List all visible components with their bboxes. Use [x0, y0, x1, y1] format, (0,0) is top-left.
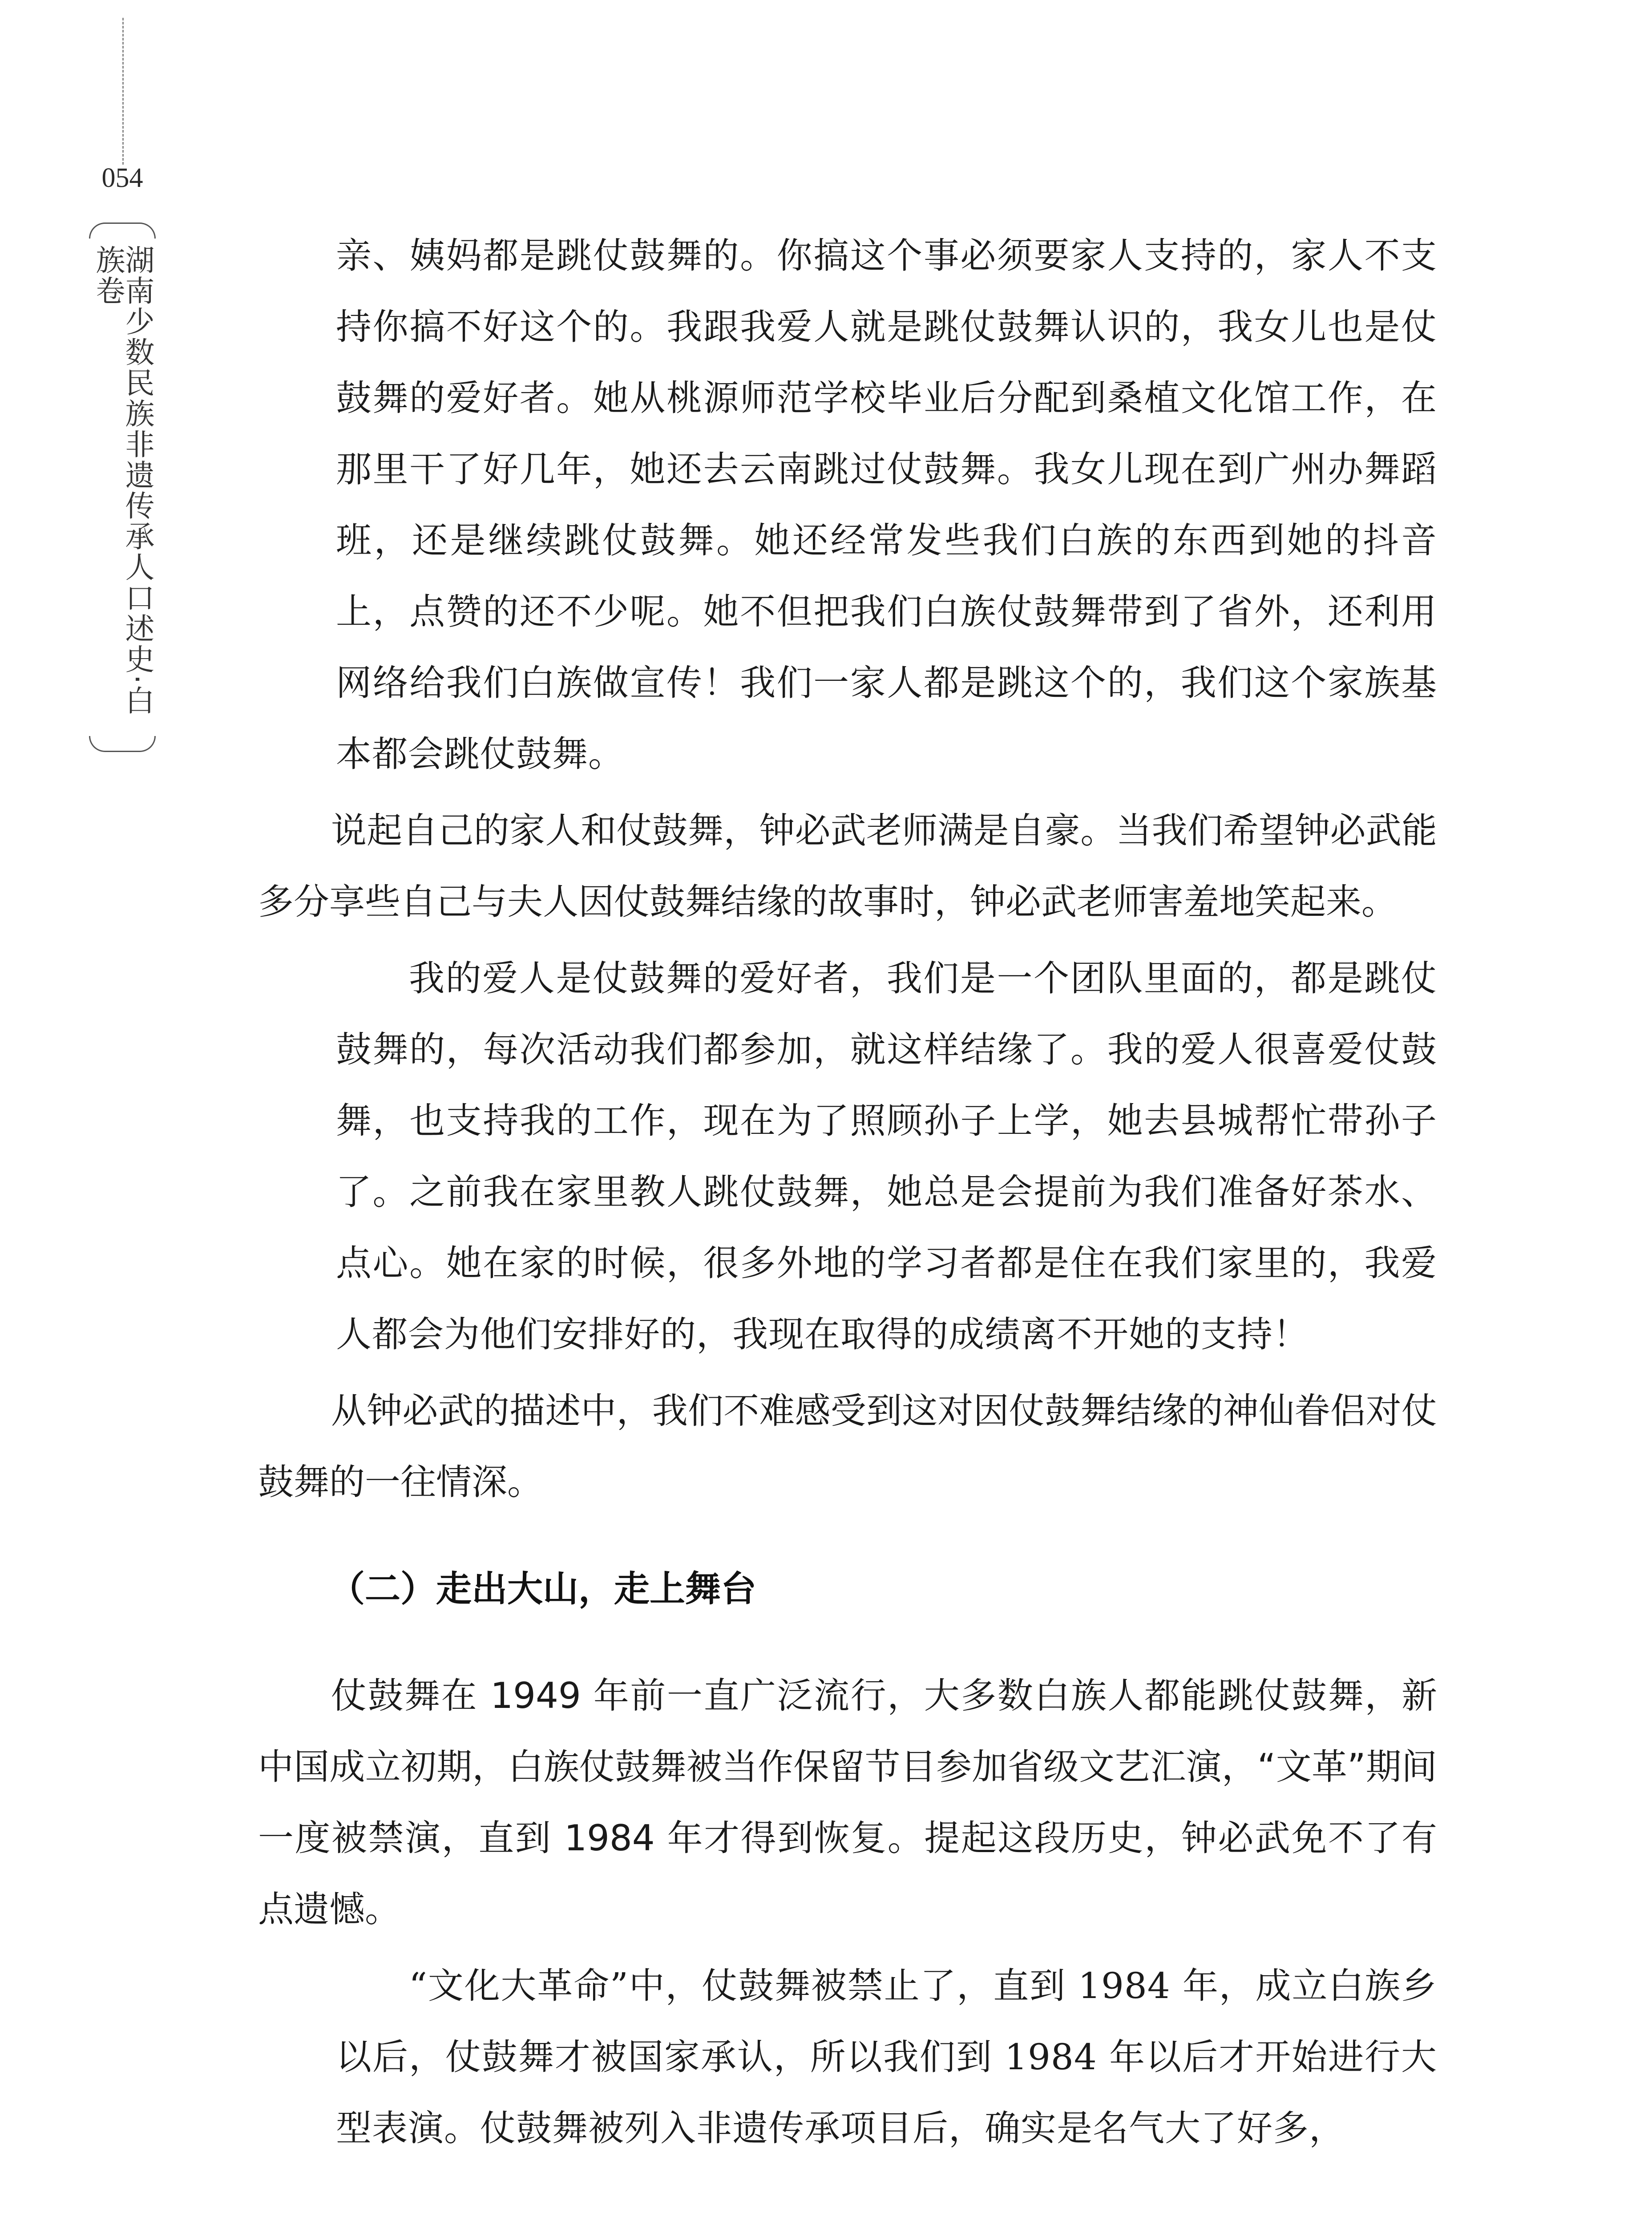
narrative-paragraph-1: 说起自己的家人和仗鼓舞，钟必武老师满是自豪。当我们希望钟必武能多分享些自己与夫人因仗鼓舞结缘的故事时，钟必武老师害羞地笑起来。 [258, 810, 1437, 922]
section-heading: （二）走出大山，走上舞台 [329, 1568, 756, 1610]
page-body [258, 220, 1437, 2164]
spacer [258, 790, 1437, 795]
quote-paragraph-2: 我的爱人是仗鼓舞的爱好者，我们是一个团队里面的，都是跳仗鼓舞的，每次活动我们都参加，就这样结缘了。我的爱人很喜爱仗鼓舞，也支持我的工作，现在为了照顾孙子上学，她去县城帮忙带孙子了。之前我在家里教人跳仗鼓舞，她总是会提前为我们准备好茶水、点心。她在家的时候，很多外地的学习者都是住在我们家里的，我爱人都会为他们安排好的，我现在取得的成绩离不开她的支持！ [336, 958, 1437, 1355]
quote-paragraph-3: “文化大革命”中，仗鼓舞被禁止了，直到 1984 年，成立白族乡以后，仗鼓舞才被国家承认，所以我们到 1984 年以后才开始进行大型表演。仗鼓舞被列入非遗传承项目后，确实是名气大了好多， [336, 1965, 1437, 2149]
narrative-paragraph-2: 从钟必武的描述中，我们不难感受到这对因仗鼓舞结缘的神仙眷侣对仗鼓舞的一往情深。 [258, 1390, 1437, 1503]
margin-dashed-rule [122, 18, 124, 165]
running-head-text-wrapper [89, 245, 156, 730]
narrative-paragraph-3: 仗鼓舞在 1949 年前一直广泛流行，大多数白族人都能跳仗鼓舞，新中国成立初期，白族仗鼓舞被当作保留节目参加省级文艺汇演，“文革”期间一度被禁演，直到 1984 年才得到恢复。提起这段历史，钟必武免不了有点遗憾。 [258, 1675, 1437, 1930]
spacer [258, 1370, 1437, 1375]
spacer [258, 1945, 1437, 1950]
running-head-bottom-bracket [89, 736, 156, 752]
running-head-title: 湖南少数民族非遗传承人口述史·白族卷 [91, 245, 154, 716]
running-head [89, 222, 156, 752]
quote-paragraph-1: 亲、姨妈都是跳仗鼓舞的。你搞这个事必须要家人支持的，家人不支持你搞不好这个的。我跟我爱人就是跳仗鼓舞认识的，我女儿也是仗鼓舞的爱好者。她从桃源师范学校毕业后分配到桑植文化馆工作，在那里干了好几年，她还去云南跳过仗鼓舞。我女儿现在到广州办舞蹈班，还是继续跳仗鼓舞。她还经常发些我们白族的东西到她的抖音上，点赞的还不少呢。她不但把我们白族仗鼓舞带到了省外，还利用网络给我们白族做宣传！我们一家人都是跳这个的，我们这个家族基本都会跳仗鼓舞。 [336, 235, 1437, 775]
running-head-top-bracket [89, 222, 156, 239]
page-number: 054 [101, 163, 143, 193]
spacer [258, 938, 1437, 943]
